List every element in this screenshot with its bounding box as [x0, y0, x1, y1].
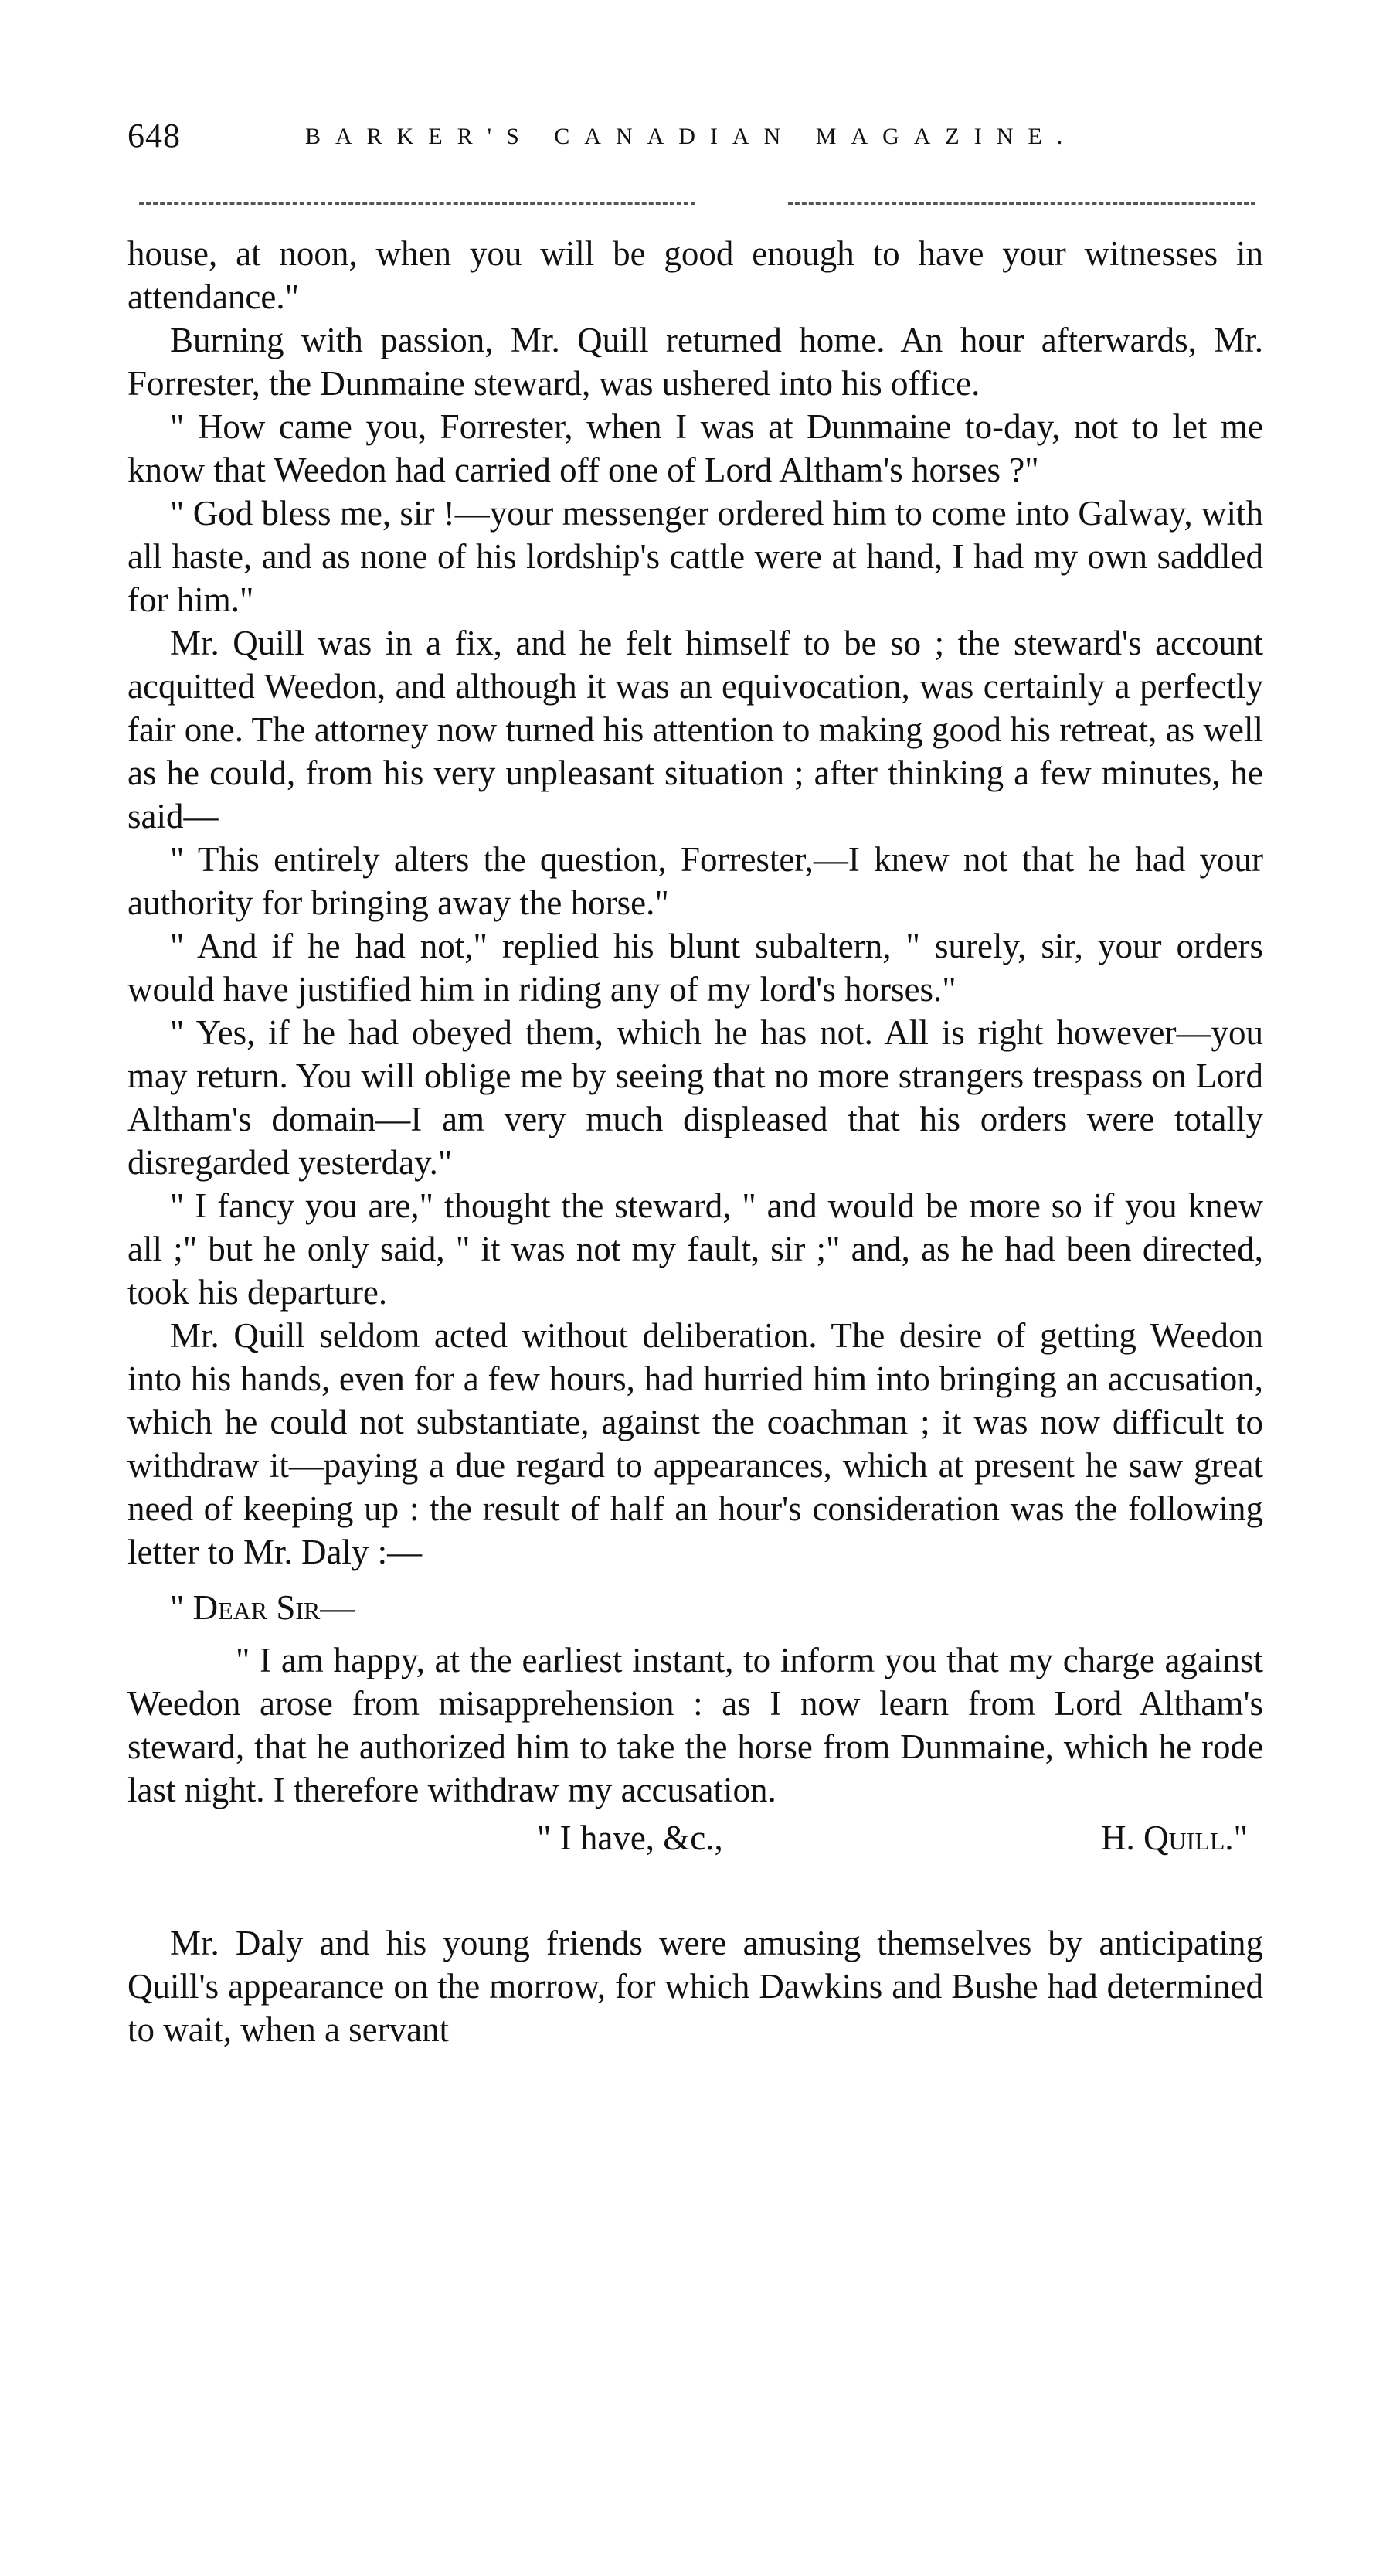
running-title: BARKER'S CANADIAN MAGAZINE. [305, 124, 1078, 149]
header-rule-left [139, 202, 695, 205]
letter-closing: " I have, &c., [537, 1819, 723, 1857]
paragraph: " How came you, Forrester, when I was at Dunmaine to-day, not to let me know that Weedon had carried off one of Lord Altham's horses ?" [127, 407, 1263, 489]
paragraph: house, at noon, when you will be good enough to have your witnesses in attendance." [127, 234, 1263, 316]
paragraph: " This entirely alters the question, Forrester,—I knew not that he had your authority for bringing away the horse." [127, 840, 1263, 922]
paragraph: " I fancy you are," thought the steward, " and would be more so if you knew all ;" but he only said, " it was not my fault, sir ;" and, as he had been directed, took his departure. [127, 1186, 1263, 1312]
letter-closing-line [127, 1816, 1263, 1860]
header-rule-right [788, 202, 1255, 205]
body-text [127, 232, 1263, 2051]
page-number: 648 [127, 117, 181, 155]
paragraph: " Yes, if he had obeyed them, which he has not. All is right however—you may return. You will oblige me by seeing that no more strangers trespass on Lord Altham's domain—I am very much displeased that his orders were totally disregarded yesterday." [127, 1013, 1263, 1182]
letter-salutation: " Dear Sir— [170, 1588, 355, 1627]
paragraph: Mr. Daly and his young friends were amusing themselves by anticipating Quill's appearance on the morrow, for which Dawkins and Bushe had determined to wait, when a servant [127, 1924, 1263, 2049]
paragraph: Burning with passion, Mr. Quill returned home. An hour afterwards, Mr. Forrester, the Dunmaine steward, was ushered into his office. [127, 321, 1263, 403]
letter-signature: H. Quill." [1101, 1819, 1248, 1857]
paragraph: " God bless me, sir !—your messenger ordered him to come into Galway, with all haste, and as none of his lordship's cattle were at hand, I had my own saddled for him." [127, 494, 1263, 619]
paragraph: Mr. Quill seldom acted without deliberation. The desire of getting Weedon into his hands, even for a few hours, had hurried him into bringing an accusation, which he could not substantiate, against the coachman ; it was now difficult to withdraw it—paying a due regard to appearances, which at present he saw great need of keeping up : the result of half an hour's consideration was the following letter to Mr. Daly :— [127, 1316, 1263, 1571]
paragraph: Mr. Quill was in a fix, and he felt himself to be so ; the steward's account acquitted Weedon, and although it was an equivocation, was certainly a perfectly fair one. The attorney now turned his attention to making good his retreat, as well as he could, from his very unpleasant situation ; after thinking a few minutes, he said— [127, 624, 1263, 835]
paragraph: " And if he had not," replied his blunt subaltern, " surely, sir, your orders would have justified him in riding any of my lord's horses." [127, 927, 1263, 1009]
letter-body: " I am happy, at the earliest instant, to inform you that my charge against Weedon arose from misapprehension : as I now learn from Lord Altham's steward, that he authorized him to take the horse from Dunmaine, which he rode last night. I therefore withdraw my accusation. [127, 1641, 1263, 1809]
page-header [127, 116, 1271, 170]
